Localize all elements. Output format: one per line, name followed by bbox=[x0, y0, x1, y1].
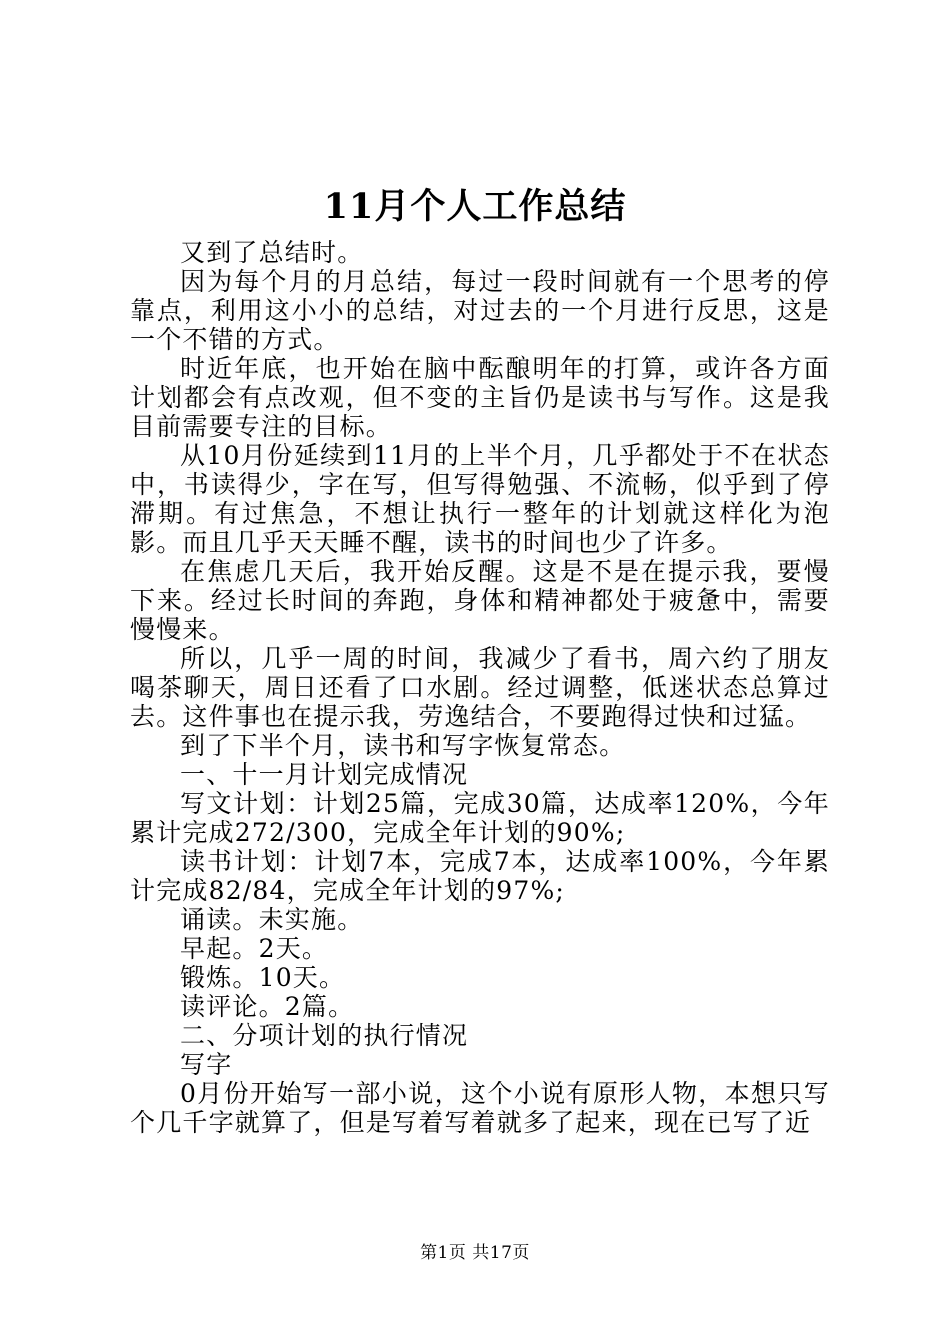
paragraph: 0月份开始写一部小说，这个小说有原形人物，本想只写个几千字就算了，但是写着写着就多了起来，现在已写了近 bbox=[130, 1079, 830, 1137]
paragraph: 诵读。未实施。 bbox=[180, 905, 364, 934]
paragraph: 因为每个月的月总结，每过一段时间就有一个思考的停靠点，利用这小小的总结，对过去的一个月进行反思，这是一个不错的方式。 bbox=[130, 267, 830, 354]
section-heading: 二、分项计划的执行情况 bbox=[180, 1021, 469, 1050]
section-heading: 一、十一月计划完成情况 bbox=[180, 760, 469, 789]
paragraph: 读评论。2篇。 bbox=[180, 992, 355, 1021]
paragraph: 从10月份延续到11月的上半个月，几乎都处于不在状态中，书读得少，字在写，但写得勉强、不流畅，似乎到了停滞期。有过焦急，不想让执行一整年的计划就这样化为泡影。而且几乎天天睡不醒，读书的时间也少了许多。 bbox=[130, 441, 830, 557]
paragraph: 到了下半个月，读书和写字恢复常态。 bbox=[180, 731, 626, 760]
subsection-heading: 写字 bbox=[180, 1050, 233, 1079]
page-title: 11月个人工作总结 bbox=[323, 186, 627, 227]
paragraph: 在焦虑几天后，我开始反醒。这是不是在提示我，要慢下来。经过长时间的奔跑，身体和精神都处于疲惫中，需要慢慢来。 bbox=[130, 557, 830, 644]
paragraph: 读书计划：计划7本，完成7本，达成率100%，今年累计完成82/84，完成全年计划的97%; bbox=[130, 847, 830, 905]
paragraph: 早起。2天。 bbox=[180, 934, 329, 963]
paragraph: 所以，几乎一周的时间，我减少了看书，周六约了朋友喝茶聊天，周日还看了口水剧。经过调整，低迷状态总算过去。这件事也在提示我，劳逸结合，不要跑得过快和过猛。 bbox=[130, 644, 830, 731]
paragraph: 写文计划：计划25篇，完成30篇，达成率120%，今年累计完成272/300，完成全年计划的90%; bbox=[130, 789, 830, 847]
page-footer: 第1页 共17页 bbox=[420, 1243, 530, 1263]
paragraph: 时近年底，也开始在脑中酝酿明年的打算，或许各方面计划都会有点改观，但不变的主旨仍是读书与写作。这是我目前需要专注的目标。 bbox=[130, 354, 830, 441]
paragraph: 锻炼。10天。 bbox=[180, 963, 346, 992]
paragraph: 又到了总结时。 bbox=[180, 238, 364, 267]
document-body bbox=[130, 238, 830, 1137]
